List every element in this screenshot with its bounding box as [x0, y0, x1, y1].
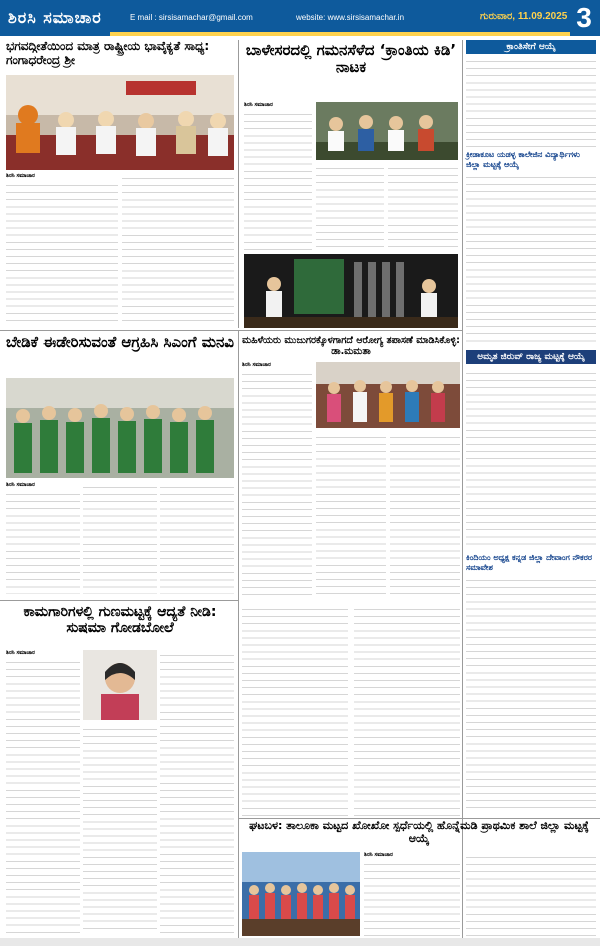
article-khokho-photo	[242, 852, 360, 936]
issue-date: ಗುರುವಾರ, 11.09.2025	[480, 11, 568, 22]
article-drama-body-col2	[316, 163, 384, 249]
sidebar-amrutha-title: ಅಮೃತ ಜಿರುವ್ ರಾಜ್ಯ ಮಟ್ಟಕ್ಕೆ ಆಯ್ಕೆ	[466, 350, 596, 364]
article-khokho-headline: ಘಟಬಳ: ತಾಲೂಕಾ ಮಟ್ಟದ ಖೋಖೋ ಸ್ಪರ್ಧೆಯಲ್ಲಿ ಹೊನ್ನೆಮಡಿ ಪ್ರಾಥಮಿಕ ಶಾಲೆ ಜಿಲ್ಲಾ ಮಟ್ಟಕ್ಕೆ ಆಯ್ಕೆ	[249, 819, 589, 845]
article-khokho-body-col1	[364, 852, 460, 936]
masthead-email[interactable]: E mail : sirsisamachar@gmail.com	[130, 13, 253, 22]
article-health-continued-col2	[354, 604, 460, 816]
article-health-body-col2	[316, 432, 386, 598]
article-drama-photo-top	[316, 102, 458, 160]
article-health-photo	[316, 362, 460, 428]
article-khokho-dateline: ಶಿರಸಿ ಸಮಾಚಾರ	[364, 852, 393, 858]
article-drama-body-col3	[388, 163, 458, 249]
article-quality-body-col3	[160, 650, 234, 934]
column-divider	[238, 331, 239, 601]
article-drama-body-col1	[244, 102, 312, 250]
article-drama-dateline: ಶಿರಸಿ ಸಮಾಚಾರ	[244, 102, 273, 108]
article-memorandum-body-col2	[83, 482, 157, 594]
article-quality-headline: ಕಾಮಗಾರಿಗಳಲ್ಲಿ ಗುಣಮಟ್ಟಕ್ಕೆ ಆದ್ಯತೆ ನೀಡಿ: ಸುಷಮಾ ಗೋಡಬೋಲೆ	[23, 604, 217, 637]
article-health-body-col1	[242, 362, 312, 598]
sidebar-sports-title: ಕ್ರೀಡಾಕೂಟ ಯಡಳ್ಳ ಕಾಲೇಜಿನ ವಿದ್ಯಾರ್ಥಿಗಳು ಜಿಲ್ಲಾ ಮಟ್ಟಕ್ಕೆ ಆಯ್ಕೆ	[466, 150, 580, 169]
article-gita-body-col2	[122, 173, 234, 323]
article-health-body-col3	[390, 432, 460, 598]
article-health-continued-col1	[242, 604, 348, 816]
masthead-website[interactable]: website: www.sirsisamachar.in	[296, 13, 405, 22]
newspaper-logo: ಶಿರಸಿ ಸಮಾಚಾರ	[8, 8, 102, 27]
column-divider	[238, 601, 239, 938]
article-quality-body-col1	[6, 650, 80, 934]
article-gita-photo	[6, 75, 234, 170]
sidebar-box-title: ಕ್ರಾಂತಿಸೇಗೆ ಆಯ್ಕೆ	[466, 40, 596, 54]
article-quality-photo	[83, 650, 157, 720]
column-divider	[462, 40, 463, 938]
article-memorandum-body-col3	[160, 482, 234, 594]
page-footer-strip	[0, 938, 600, 946]
article-memorandum-headline: ಬೇಡಿಕೆ ಈಡೇರಿಸುವಂತೆ ಆಗ್ರಹಿಸಿ ಸಿಎಂಗೆ ಮನವಿ	[6, 333, 234, 351]
article-quality-dateline: ಶಿರಸಿ ಸಮಾಚಾರ	[6, 650, 35, 656]
article-memorandum-body-col1	[6, 482, 80, 594]
article-drama-photo-stage	[244, 254, 458, 328]
article-memorandum-photo	[6, 378, 234, 478]
article-khokho-body-col2	[466, 852, 596, 936]
row-divider	[0, 600, 238, 601]
sidebar-sports-body	[466, 172, 596, 347]
row-divider	[0, 330, 462, 331]
masthead	[0, 0, 600, 36]
article-health-headline: ಮಹಿಳೆಯರು ಮುಜುಗರಕ್ಕೊಳಗಾಗದೆ ಆರೋಗ್ಯ ತಪಾಸಣೆ ಮಾಡಿಸಿಕೊಳ್ಳಿ: ಡಾ.ಮಮತಾ	[242, 335, 460, 357]
article-health-dateline: ಶಿರಸಿ ಸಮಾಚಾರ	[242, 362, 271, 368]
article-quality-body-col2	[83, 724, 157, 934]
sidebar-amrutha-body	[466, 368, 596, 550]
column-divider	[238, 40, 239, 328]
page-number: 3	[568, 0, 600, 36]
article-gita-headline: ಭಗವದ್ಗೀತೆಯಿಂದ ಮಾತ್ರ ರಾಷ್ಟ್ರೀಯ ಭಾವೈಕ್ಯತೆ ಸಾಧ್ಯ: ಗಂಗಾಧರೇಂದ್ರ ಶ್ರೀ	[6, 39, 210, 67]
masthead-accent-line	[110, 32, 570, 36]
sidebar-box-body	[466, 56, 596, 148]
article-memorandum-dateline: ಶಿರಸಿ ಸಮಾಚಾರ	[6, 482, 35, 488]
article-gita-dateline: ಶಿರಸಿ ಸಮಾಚಾರ	[6, 173, 35, 179]
sidebar-devanga-title: ಕಿಂದಿಯಂ ಅಧ್ಯಕ್ಷ ಕನ್ನಡ ಜಿಲ್ಲಾ ದೇವಾಂಗ ನೌಕರರ ಸಮಾವೇಶ	[466, 553, 593, 572]
sidebar-devanga-body	[466, 575, 596, 813]
article-drama-headline: ಬಾಳೇಸರದಲ್ಲಿ ಗಮನಸೆಳೆದ ‘ಕ್ರಾಂತಿಯ ಕಿಡಿ’ ನಾಟಕ	[245, 41, 457, 77]
article-gita-body-col1	[6, 173, 118, 323]
